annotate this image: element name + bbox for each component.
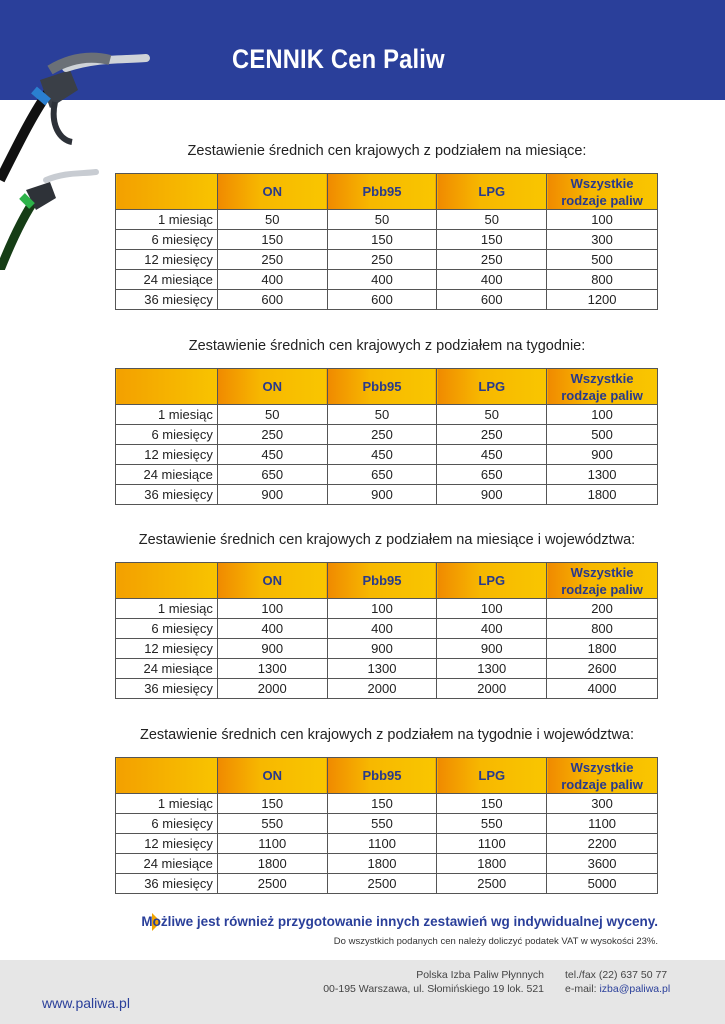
table-row [116,445,658,465]
price-lpg: 100 [437,599,547,619]
price-pbb95: 2000 [327,679,437,699]
price-table [115,757,658,894]
price-on: 100 [217,599,327,619]
phone: tel./fax (22) 637 50 77 [565,969,668,981]
price-all: 2200 [547,834,658,854]
header-cell-empty [116,563,218,599]
price-lpg: 650 [437,465,547,485]
price-lpg: 2500 [437,874,547,894]
table-row [116,599,658,619]
period-label: 36 miesięcy [116,485,218,505]
price-pbb95: 450 [327,445,437,465]
price-lpg: 1100 [437,834,547,854]
price-on: 450 [217,445,327,465]
price-on: 50 [217,405,327,425]
period-label: 1 miesiąc [116,405,218,425]
price-pbb95: 1300 [327,659,437,679]
price-lpg: 150 [437,230,547,250]
period-label: 24 miesiące [116,465,218,485]
price-pbb95: 400 [327,270,437,290]
header-cell-all [547,369,658,405]
period-label: 6 miesięcy [116,425,218,445]
table-row [116,250,658,270]
period-label: 36 miesięcy [116,874,218,894]
header-cell-on: ON [217,758,327,794]
price-on: 650 [217,465,327,485]
price-table [115,562,658,699]
price-lpg: 600 [437,290,547,310]
table-row [116,814,658,834]
price-on: 2500 [217,874,327,894]
price-pbb95: 2500 [327,874,437,894]
email-label: e-mail: [565,983,600,995]
table-row [116,210,658,230]
price-all: 4000 [547,679,658,699]
header-all-line2: rodzaje paliw [561,776,643,792]
street-address: 00-195 Warszawa, ul. Słomińskiego 19 lok. 521 [323,983,544,995]
table-row [116,854,658,874]
table-row [116,834,658,854]
price-all: 1200 [547,290,658,310]
price-pbb95: 50 [327,405,437,425]
header-cell-lpg: LPG [437,563,547,599]
price-lpg: 450 [437,445,547,465]
table-row [116,425,658,445]
table-header-row [116,563,658,599]
header-cell-on: ON [217,563,327,599]
price-pbb95: 100 [327,599,437,619]
period-label: 24 miesiące [116,270,218,290]
period-label: 12 miesięcy [116,445,218,465]
header-all-line1: Wszystkie [570,370,634,386]
email-link[interactable]: izba@paliwa.pl [599,983,671,995]
header-cell-empty [116,758,218,794]
price-pbb95: 1100 [327,834,437,854]
price-all: 3600 [547,854,658,874]
header-cell-lpg: LPG [437,174,547,210]
table-row [116,270,658,290]
table-row [116,485,658,505]
period-label: 1 miesiąc [116,599,218,619]
period-label: 1 miesiąc [116,210,218,230]
price-all: 1300 [547,465,658,485]
header-all-line2: rodzaje paliw [561,387,643,403]
price-table [115,173,658,310]
header-cell-on: ON [217,369,327,405]
price-pbb95: 1800 [327,854,437,874]
period-label: 6 miesięcy [116,814,218,834]
price-pbb95: 900 [327,485,437,505]
price-lpg: 50 [437,405,547,425]
price-pbb95: 250 [327,425,437,445]
header-cell-on: ON [217,174,327,210]
price-on: 400 [217,619,327,639]
period-label: 1 miesiąc [116,794,218,814]
table-row [116,794,658,814]
header-cell-all [547,563,658,599]
price-pbb95: 400 [327,619,437,639]
period-label: 36 miesięcy [116,290,218,310]
price-all: 1800 [547,485,658,505]
email-line [565,982,670,996]
period-label: 12 miesięcy [116,639,218,659]
price-pbb95: 650 [327,465,437,485]
table-header-row [116,758,658,794]
header-cell-lpg: LPG [437,758,547,794]
page-title: CENNIK Cen Paliw [232,44,445,74]
price-lpg: 250 [437,250,547,270]
price-all: 2600 [547,659,658,679]
price-lpg: 1300 [437,659,547,679]
header-cell-pbb95: Pbb95 [327,758,437,794]
table-row [116,874,658,894]
price-all: 300 [547,794,658,814]
table-row [116,659,658,679]
custom-offer-note: Możliwe jest również przygotowanie innych zestawień wg indywidualnej wyceny. [141,914,658,929]
price-pbb95: 150 [327,230,437,250]
vat-note: Do wszystkich podanych cen należy doliczyć podatek VAT w wysokości 23%. [333,936,658,947]
section-title: Zestawienie średnich cen krajowych z podziałem na miesiące i województwa: [138,532,636,548]
header-cell-pbb95: Pbb95 [327,563,437,599]
table-row [116,619,658,639]
price-on: 50 [217,210,327,230]
price-all: 500 [547,425,658,445]
price-lpg: 400 [437,619,547,639]
footer-address [323,968,544,996]
price-all: 1100 [547,814,658,834]
price-all: 5000 [547,874,658,894]
price-pbb95: 550 [327,814,437,834]
price-lpg: 250 [437,425,547,445]
price-all: 500 [547,250,658,270]
price-all: 800 [547,270,658,290]
price-all: 200 [547,599,658,619]
section-title: Zestawienie średnich cen krajowych z podziałem na miesiące: [187,143,587,159]
price-all: 900 [547,445,658,465]
price-on: 1800 [217,854,327,874]
price-on: 150 [217,794,327,814]
header-all-line1: Wszystkie [570,759,634,775]
section-title: Zestawienie średnich cen krajowych z podziałem na tygodnie: [188,338,586,354]
table-row [116,290,658,310]
section-title: Zestawienie średnich cen krajowych z podziałem na tygodnie i województwa: [139,727,635,743]
header-cell-pbb95: Pbb95 [327,174,437,210]
price-on: 1100 [217,834,327,854]
table-header-row [116,174,658,210]
header-all-line1: Wszystkie [570,175,634,191]
price-pbb95: 900 [327,639,437,659]
header-cell-all [547,174,658,210]
price-on: 250 [217,425,327,445]
footer-contact [565,968,670,996]
price-on: 150 [217,230,327,250]
period-label: 24 miesiące [116,659,218,679]
table-row [116,230,658,250]
price-on: 250 [217,250,327,270]
price-on: 900 [217,639,327,659]
price-lpg: 900 [437,639,547,659]
period-label: 36 miesięcy [116,679,218,699]
table-row [116,465,658,485]
price-all: 100 [547,405,658,425]
period-label: 24 miesiące [116,854,218,874]
price-all: 800 [547,619,658,639]
price-pbb95: 600 [327,290,437,310]
price-table [115,368,658,505]
header-cell-lpg: LPG [437,369,547,405]
price-lpg: 50 [437,210,547,230]
price-on: 2000 [217,679,327,699]
price-on: 1300 [217,659,327,679]
price-on: 550 [217,814,327,834]
period-label: 12 miesięcy [116,834,218,854]
website-link[interactable]: www.paliwa.pl [42,995,130,1011]
header-cell-empty [116,174,218,210]
header-all-line1: Wszystkie [570,564,634,580]
table-header-row [116,369,658,405]
price-lpg: 150 [437,794,547,814]
period-label: 6 miesięcy [116,619,218,639]
period-label: 12 miesięcy [116,250,218,270]
price-all: 300 [547,230,658,250]
table-row [116,639,658,659]
price-lpg: 900 [437,485,547,505]
price-all: 100 [547,210,658,230]
table-row [116,405,658,425]
price-pbb95: 150 [327,794,437,814]
header-cell-pbb95: Pbb95 [327,369,437,405]
price-on: 600 [217,290,327,310]
price-lpg: 1800 [437,854,547,874]
price-all: 1800 [547,639,658,659]
price-pbb95: 50 [327,210,437,230]
price-lpg: 2000 [437,679,547,699]
header-all-line2: rodzaje paliw [561,192,643,208]
period-label: 6 miesięcy [116,230,218,250]
price-on: 900 [217,485,327,505]
table-row [116,679,658,699]
price-lpg: 400 [437,270,547,290]
price-on: 400 [217,270,327,290]
price-pbb95: 250 [327,250,437,270]
org-name: Polska Izba Paliw Płynnych [416,969,544,981]
header-cell-all [547,758,658,794]
header-cell-empty [116,369,218,405]
header-all-line2: rodzaje paliw [561,581,643,597]
price-lpg: 550 [437,814,547,834]
